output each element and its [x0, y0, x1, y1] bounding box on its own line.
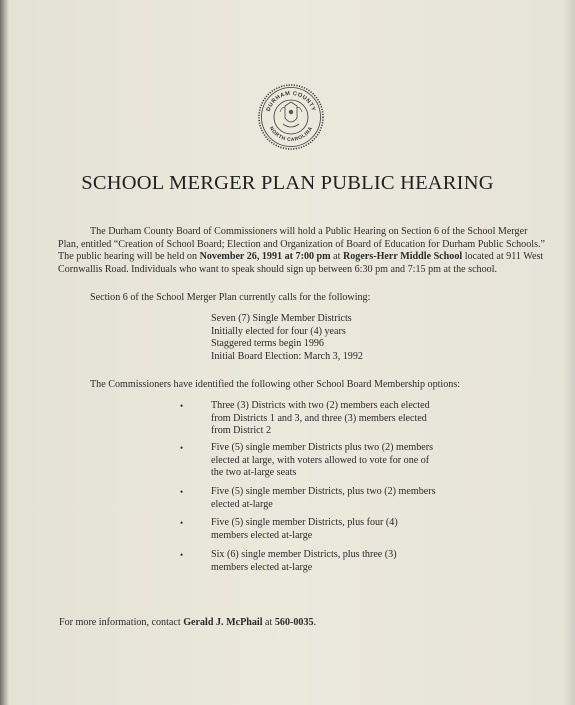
section6-item: Staggered terms begin 1996	[211, 338, 324, 350]
option-text: Five (5) single member Districts, plus two (2) members elected at-large	[211, 486, 436, 510]
section6-item: Seven (7) Single Member Districts	[211, 313, 352, 324]
option-text: Six (6) single member Districts, plus three (3) members elected at-large	[211, 549, 397, 573]
intro-paragraph	[58, 226, 548, 276]
contact-line	[59, 617, 316, 628]
bullet-icon: •	[180, 487, 184, 497]
intro-text-b: at	[330, 251, 343, 263]
bullet-icon: •	[180, 401, 184, 411]
hearing-date-time: November 26, 1991 at 7:00 pm	[199, 251, 331, 263]
county-seal-icon	[258, 84, 324, 150]
intro-text-c: located at 911 West Cornwallis Road. Individuals who want to speak should sign up between 6:30 pm and 7:15 pm at the school.	[58, 251, 544, 275]
option-text: Five (5) single member Districts plus two (2) members elected at large, with voters allowed to vote for one of the two at-large seats	[211, 442, 434, 479]
section6-lead: Section 6 of the School Merger Plan currently calls for the following:	[90, 292, 371, 303]
seal-bottom-text: NORTH CAROLINA	[267, 125, 315, 144]
page-title: SCHOOL MERGER PLAN PUBLIC HEARING	[81, 172, 494, 194]
section6-list	[211, 313, 363, 363]
options-lead: The Commissioners have identified the following other School Board Membership options:	[90, 379, 461, 390]
hearing-location: Rogers-Herr Middle School	[342, 251, 463, 263]
bullet-icon: •	[180, 550, 184, 560]
section6-item: Initially elected for four (4) years	[211, 325, 346, 337]
contact-suffix: .	[313, 617, 317, 628]
contact-phone: 560-0035	[274, 617, 314, 628]
bullet-icon: •	[180, 443, 184, 453]
contact-name: Gerald J. McPhail	[183, 617, 263, 628]
option-text: Three (3) Districts with two (2) members each elected from Districts 1 and 3, and three (3) members elected from District 2	[211, 400, 430, 437]
option-text: Five (5) single member Districts, plus four (4) members elected at-large	[211, 517, 398, 541]
section6-item: Initial Board Election: March 3, 1992	[211, 350, 363, 362]
intro-text-a: The Durham County Board of Commissioners will hold a Public Hearing on Section 6 of the School Merger Plan, entitled “Creation of School Board; Election and Organization of Board of Education for Durham Public Schools.” The public hearing will be held on	[58, 226, 546, 263]
contact-prefix: For more information, contact	[59, 617, 184, 628]
seal-top-text: DURHAM COUNTY	[265, 90, 317, 113]
contact-mid: at	[262, 617, 275, 628]
bullet-icon: •	[180, 518, 184, 528]
